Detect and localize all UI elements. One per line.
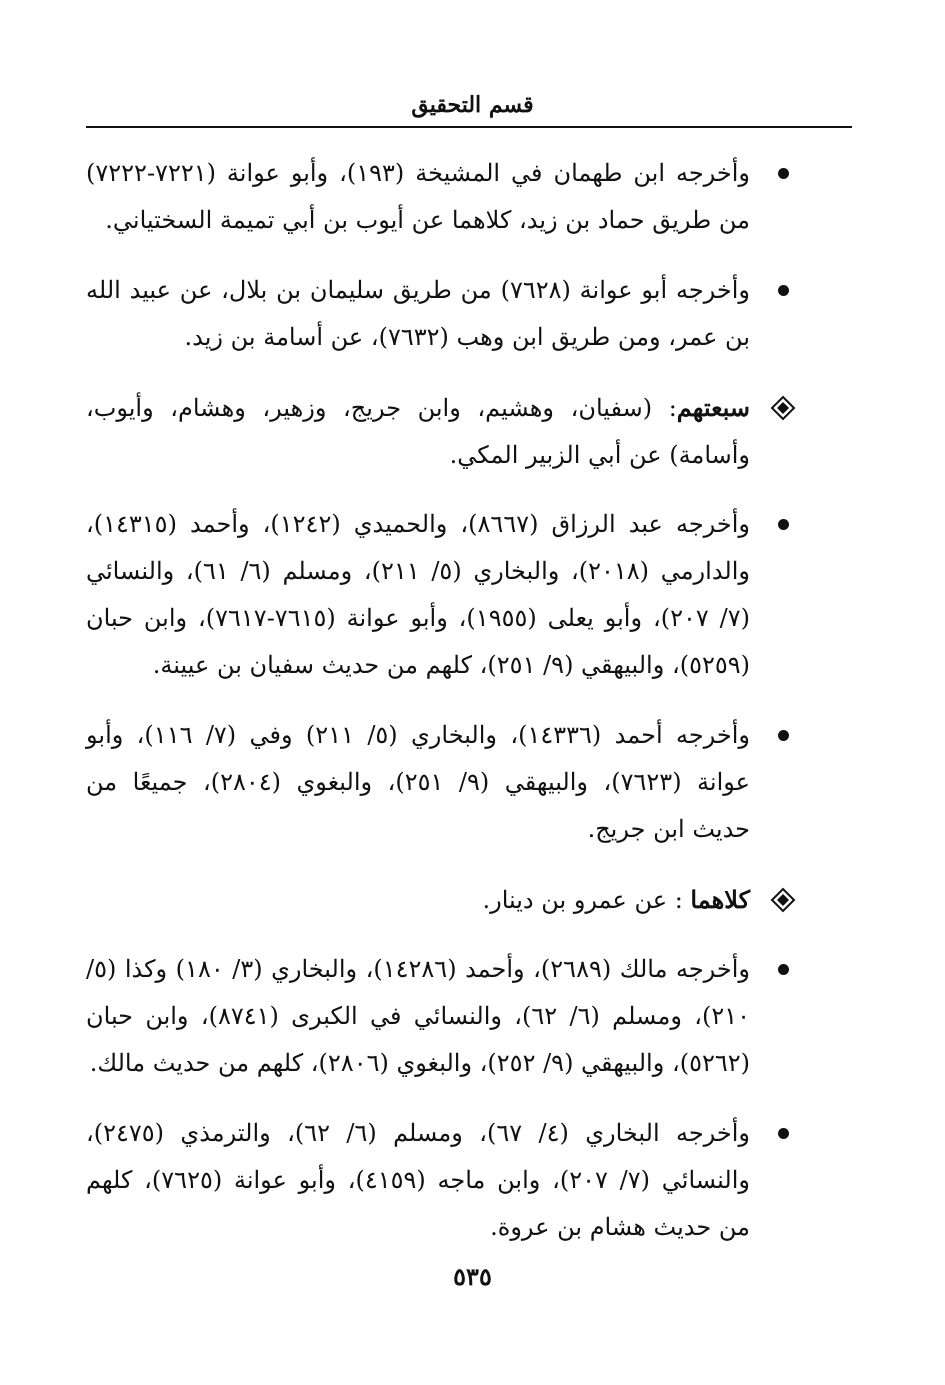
narrator-chain-entry bbox=[86, 876, 852, 924]
entry-text: وأخرجه عبد الرزاق (٨٦٦٧)، والحميدي (١٢٤٢)، وأحمد (١٤٣١٥)، والدارمي (٢٠١٨)، والبخاري (٥/ ٢١١)، ومسلم (٦/ ٦١)، والنسائي (٧/ ٢٠٧)، وأبو يعلى (١٩٥٥)، وأبو عوانة (٧٦١٥-٧٦١٧)، وابن حبان (٥٢٥٩)، والبيهقي (٩/ ٢٥١)، كلهم من حديث سفيان بن عيينة. bbox=[86, 510, 750, 679]
page-content bbox=[86, 150, 852, 1274]
bullet-dot-icon bbox=[778, 964, 789, 975]
bullet-dot-icon bbox=[778, 168, 789, 179]
bullet-dot-icon bbox=[778, 285, 789, 296]
bullet-dot-icon bbox=[778, 1128, 789, 1139]
bullet-dot-icon bbox=[778, 730, 789, 741]
entry-text: وأخرجه أبو عوانة (٧٦٢٨) من طريق سليمان بن بلال، عن عبيد الله بن عمر، ومن طريق ابن وهب (٧٦٣٢)، عن أسامة بن زيد. bbox=[86, 276, 750, 351]
narrator-chain-entry bbox=[86, 384, 852, 479]
entry-text: وأخرجه مالك (٢٦٨٩)، وأحمد (١٤٢٨٦)، والبخاري (٣/ ١٨٠) وكذا (٥/ ٢١٠)، ومسلم (٦/ ٦٢)، والنسائي في الكبرى (٨٧٤١)، وابن حبان (٥٢٦٢)، والبيهقي (٩/ ٢٥٢)، والبغوي (٢٨٠٦)، كلهم من حديث مالك. bbox=[86, 955, 750, 1077]
bullet-dot-icon bbox=[778, 519, 789, 530]
entry-text: وأخرجه أحمد (١٤٣٣٦)، والبخاري (٥/ ٢١١) وفي (٧/ ١١٦)، وأبو عوانة (٧٦٢٣)، والبيهقي (٩/ ٢٥١)، والبغوي (٢٨٠٤)، جميعًا من حديث ابن جريج. bbox=[86, 721, 750, 843]
chain-lead-word: سبعتهم bbox=[676, 393, 751, 422]
entry-text: عن عمرو بن دينار. bbox=[482, 886, 668, 914]
hadith-source-entry bbox=[86, 267, 852, 361]
diamond-marker-icon bbox=[770, 887, 796, 913]
hadith-source-entry bbox=[86, 150, 852, 244]
hadith-source-entry bbox=[86, 1110, 852, 1251]
page-number: ٥٣٥ bbox=[453, 1262, 492, 1291]
entry-text: (سفيان، وهشيم، وابن جريج، وزهير، وهشام، وأيوب، وأسامة) عن أبي الزبير المكي. bbox=[86, 394, 750, 469]
hadith-source-entry bbox=[86, 712, 852, 853]
hadith-source-entry bbox=[86, 946, 852, 1087]
running-header: قسم التحقيق bbox=[411, 92, 534, 118]
diamond-marker-icon bbox=[770, 395, 796, 421]
hadith-source-entry bbox=[86, 501, 852, 689]
entry-text: وأخرجه ابن طهمان في المشيخة (١٩٣)، وأبو عوانة (٧٢٢١-٧٢٢٢) من طريق حماد بن زيد، كلاهما عن أيوب بن أبي تميمة السختياني. bbox=[86, 159, 750, 234]
chain-separator: : bbox=[667, 886, 691, 914]
entry-text: وأخرجه البخاري (٤/ ٦٧)، ومسلم (٦/ ٦٢)، والترمذي (٢٤٧٥)، والنسائي (٧/ ٢٠٧)، وابن ماجه (٤١٥٩)، وأبو عوانة (٧٦٢٥)، كلهم من حديث هشام بن عروة. bbox=[86, 1119, 751, 1241]
chain-lead-word: كلاهما bbox=[690, 885, 750, 914]
header-rule bbox=[86, 126, 852, 128]
chain-separator: : bbox=[652, 394, 677, 422]
